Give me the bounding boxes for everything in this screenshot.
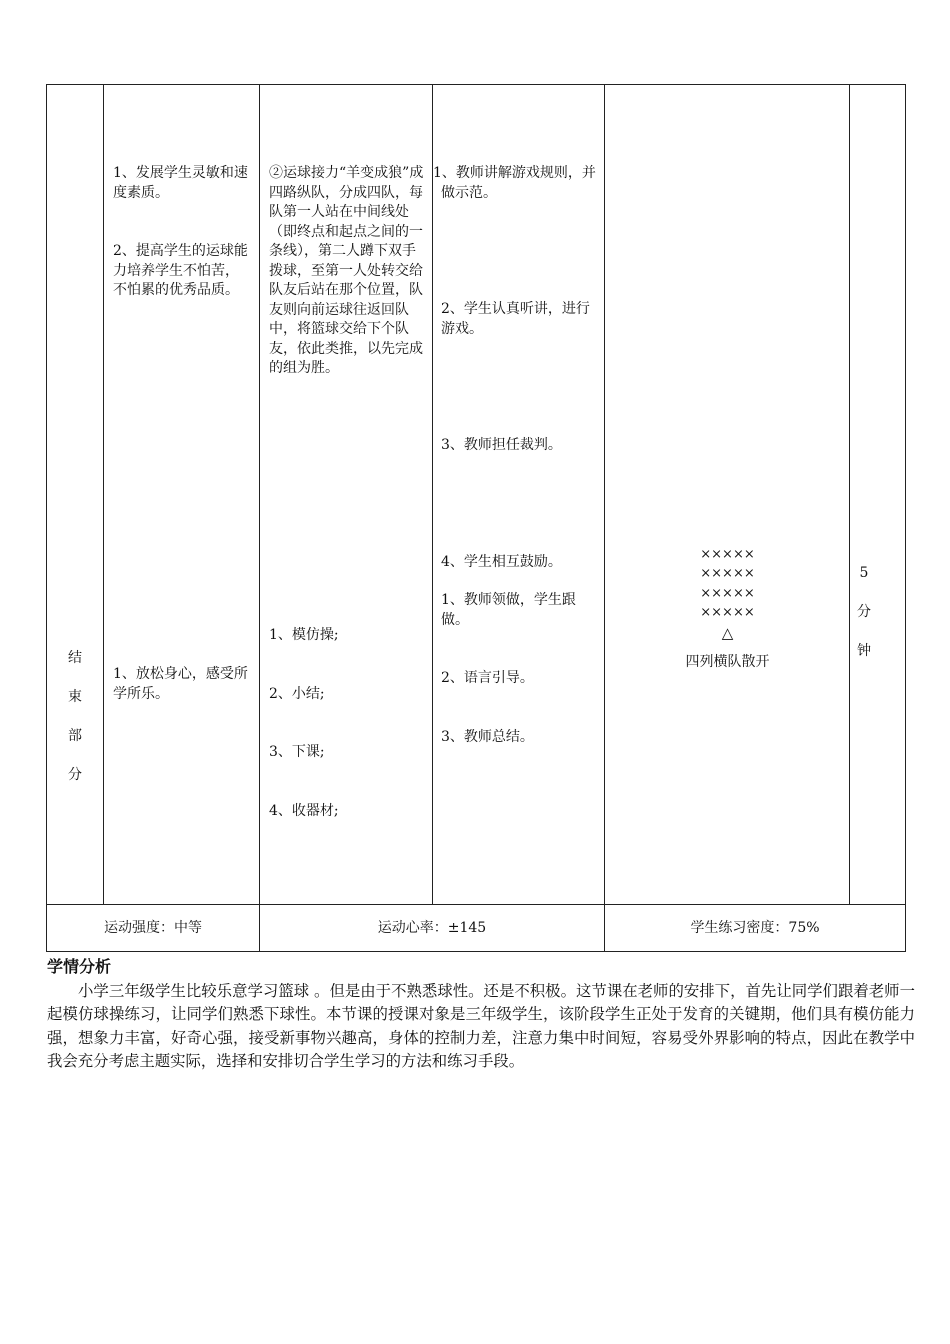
- section-char-1: 结: [68, 650, 82, 666]
- row2-objective: [113, 626, 252, 724]
- row1-method-4: 4、学生相互鼓励。: [441, 553, 562, 570]
- analysis-paragraph: 小学三年级学生比较乐意学习篮球 。但是由于不熟悉球性。还是不积极。这节课在老师的安排下，首先让同学们跟着老师一起模仿球操练习，让同学们熟悉下球性。本节课的授课对象是三年级学生，该阶段学生正处于发育的关键期，他们具有模仿能力强，想象力丰富，好奇心强，接受新事物兴趣高，身体的控制力差，注意力集中时间短，容易受外界影响的特点，因此在教学中我会充分考虑主题实际，选择和安排切合学生学习的方法和练习手段。: [47, 982, 915, 1070]
- row2-methods: [441, 552, 599, 767]
- formation-row-4: ×××××: [700, 604, 755, 620]
- intensity-cell: 运动强度：中等: [104, 920, 202, 936]
- section-char-3: 部: [68, 728, 82, 744]
- column-divider-1: [103, 84, 104, 905]
- time-unit-2: 钟: [857, 643, 871, 659]
- row1-methods: [433, 125, 603, 592]
- heart-rate-cell: 运动心率：±145: [377, 920, 487, 936]
- row2-content-3: 3、下课;: [269, 744, 325, 760]
- column-divider-4: [604, 84, 605, 952]
- table-right-border: [905, 84, 906, 952]
- row2-method-1: 1、教师领做，学生跟做。: [441, 592, 576, 628]
- formation-label: 四列横队散开: [685, 654, 770, 671]
- row1-objectives: [113, 125, 252, 320]
- row1-method-2: 2、学生认真听讲，进行游戏。: [441, 301, 590, 337]
- section-char-4: 分: [68, 767, 82, 783]
- analysis-body: [47, 980, 915, 1073]
- formation-row-3: ×××××: [700, 585, 755, 601]
- row1-method-3: 3、教师担任裁判。: [441, 437, 562, 453]
- row2-content-2: 2、小结;: [269, 685, 325, 702]
- formation-row-1: ×××××: [700, 547, 755, 562]
- row2-method-3: 3、教师总结。: [441, 728, 534, 745]
- section-char-2: 束: [68, 689, 82, 705]
- table-left-border: [46, 84, 47, 952]
- row2-content-4: 4、收器材;: [269, 802, 339, 819]
- column-divider-2: [259, 84, 260, 952]
- table-top-border: [46, 84, 906, 85]
- formation-diagram: [605, 545, 850, 673]
- row1-content: [269, 125, 425, 398]
- row2-content-1: 1、模仿操;: [269, 627, 339, 643]
- row1-objective-2: 2、提高学生的运球能力培养学生不怕苦，不怕累的优秀品质。: [113, 243, 248, 298]
- teacher-triangle-icon: △: [721, 624, 734, 643]
- column-divider-5: [849, 84, 850, 905]
- time-unit-1: 分: [857, 604, 871, 620]
- row2-objective-text: 1、放松身心，感受所学所乐。: [113, 666, 248, 702]
- table-bottom-border: [46, 951, 906, 952]
- row1-method-1: 1、教师讲解游戏规则，并做示范。: [433, 165, 596, 201]
- time-label: [854, 554, 874, 671]
- formation-row-2: ×××××: [700, 566, 755, 582]
- row1-content-text: ②运球接力“羊变成狼”成四路纵队，分成四队，每队第一人站在中间线处（即终点和起点之间的一条线），第二人蹲下双手拨球，至第一人处转交给队友后站在那个位置，队友则向前运球往返回队中，将篮球交给下个队友，依此类推，以先完成的组为胜。: [269, 165, 424, 376]
- analysis-title: 学情分析: [47, 957, 112, 976]
- density-cell: 学生练习密度：75%: [690, 920, 820, 936]
- section-label: [65, 639, 85, 795]
- time-number: 5: [859, 565, 869, 581]
- row1-objective-1: 1、发展学生灵敏和速度素质。: [113, 165, 248, 201]
- row2-content: [269, 587, 425, 841]
- row2-method-2: 2、语言引导。: [441, 670, 534, 686]
